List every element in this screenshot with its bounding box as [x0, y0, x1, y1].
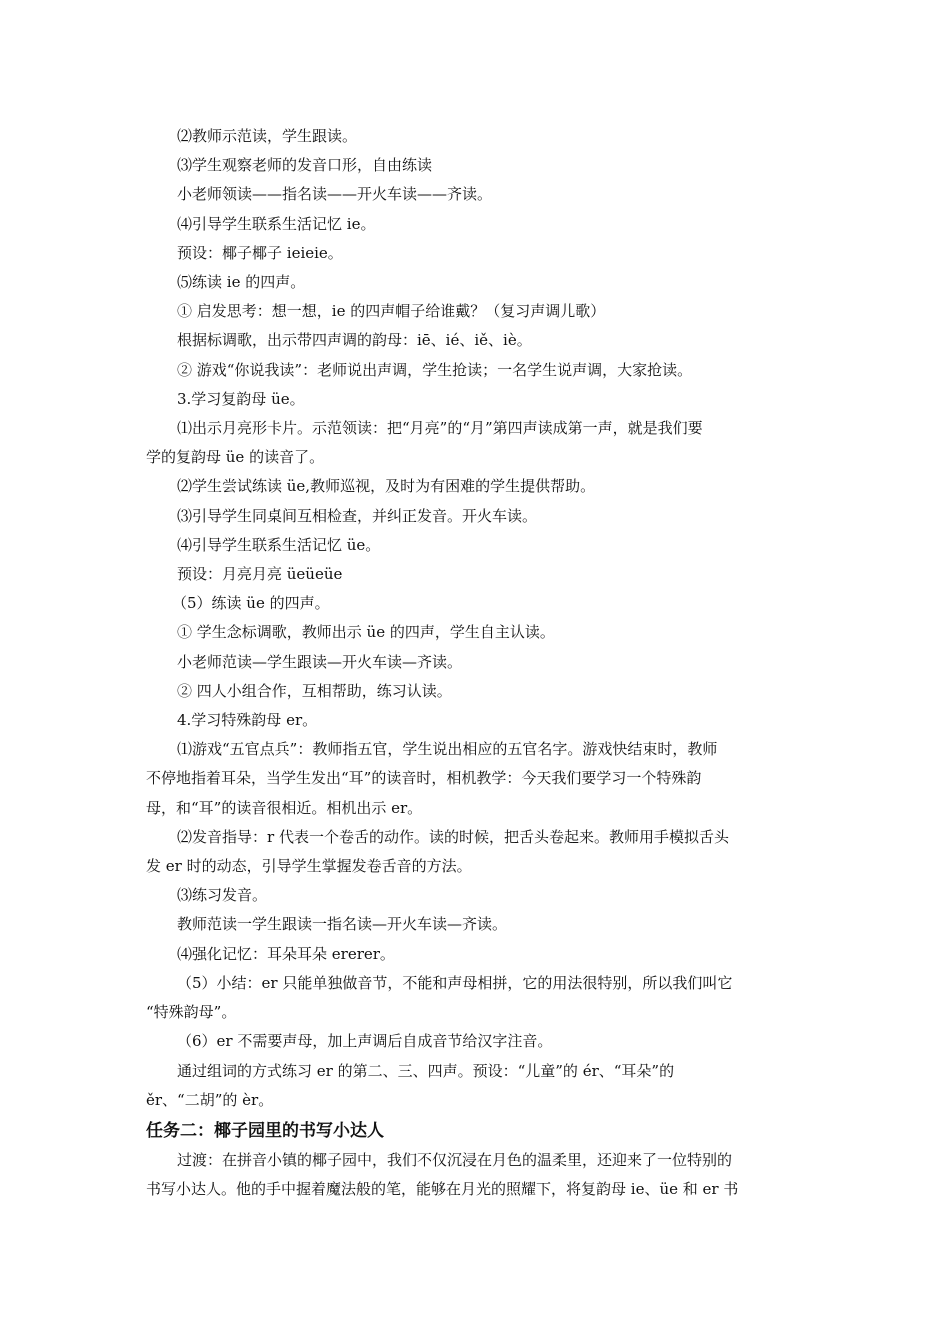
paragraph-line: 不停地指着耳朵，当学生发出“耳”的读音时，相机教学：今天我们要学习一个特殊韵	[146, 769, 702, 788]
paragraph-line: 4.学习特殊韵母 er。	[177, 711, 318, 730]
paragraph-line: （5）练读 üe 的四声。	[172, 594, 330, 613]
paragraph-line: ⑷引导学生联系生活记忆 üe。	[177, 535, 381, 554]
paragraph-line: ② 游戏“你说我读”：老师说出声调，学生抢读；一名学生说声调，大家抢读。	[177, 360, 693, 379]
paragraph-line: 过渡：在拼音小镇的椰子园中，我们不仅沉浸在月色的温柔里，还迎来了一位特别的	[177, 1150, 733, 1169]
paragraph-line: ⑶引导学生同桌间互相检查，并纠正发音。开火车读。	[177, 506, 538, 525]
paragraph-line: ⑷引导学生联系生活记忆 ie。	[177, 214, 376, 233]
paragraph-line: 小老师范读—学生跟读—开火车读—齐读。	[177, 652, 463, 671]
paragraph-line: 学的复韵母 üe 的读音了。	[146, 448, 325, 467]
paragraph-line: ② 四人小组合作，互相帮助，练习认读。	[177, 681, 452, 700]
paragraph-line: 3.学习复韵母 üe。	[177, 389, 305, 408]
paragraph-line: （6）er 不需要声母，加上声调后自成音节给汉字注音。	[177, 1032, 553, 1051]
paragraph-line: 预设：椰子椰子 ieieie。	[177, 243, 343, 262]
paragraph-line: （5）小结：er 只能单独做音节，不能和声母相拼，它的用法很特别，所以我们叫它	[177, 973, 733, 992]
paragraph-line: 通过组词的方式练习 er 的第二、三、四声。预设：“儿童”的 ér、“耳朵”的	[177, 1061, 675, 1080]
paragraph-line: ⑶学生观察老师的发音口形，自由练读	[177, 156, 433, 175]
paragraph-line: 小老师领读——指名读——开火车读——齐读。	[177, 185, 493, 204]
paragraph-line: 教师范读一学生跟读一指名读—开火车读—齐读。	[177, 915, 508, 934]
paragraph-line: ⑸练读 ie 的四声。	[177, 273, 306, 292]
paragraph-line: ⑴游戏“五官点兵”：教师指五官，学生说出相应的五官名字。游戏快结束时，教师	[177, 740, 718, 759]
paragraph-line: ⑶练习发音。	[177, 886, 268, 905]
paragraph-line: 根据标调歌，出示带四声调的韵母：iē、ié、iě、iè。	[177, 331, 532, 350]
paragraph-line: ① 启发思考：想一想，ie 的四声帽子给谁戴？（复习声调儿歌）	[177, 302, 606, 321]
paragraph-line: 母，和“耳”的读音很相近。相机出示 er。	[146, 798, 423, 817]
paragraph-line: ① 学生念标调歌，教师出示 üe 的四声，学生自主认读。	[177, 623, 555, 642]
paragraph-line: 预设：月亮月亮 üeüeüe	[177, 565, 343, 584]
paragraph-line: “特殊韵母”。	[146, 1003, 237, 1022]
paragraph-line: 书写小达人。他的手中握着魔法般的笔，能够在月光的照耀下，将复韵母 ie、üe 和 er 书	[146, 1180, 739, 1199]
paragraph-line: ⑵学生尝试练读 üe,教师巡视，及时为有困难的学生提供帮助。	[177, 477, 596, 496]
paragraph-line: ⑵发音指导：r 代表一个卷舌的动作。读的时候，把舌头卷起来。教师用手模拟舌头	[177, 827, 729, 846]
paragraph-line: ⑷强化记忆：耳朵耳朵 ererer。	[177, 944, 395, 963]
section-heading: 任务二：椰子园里的书写小达人	[146, 1120, 384, 1141]
paragraph-line: ⑵教师示范读，学生跟读。	[177, 127, 358, 145]
paragraph-line: 发 er 时的动态，引导学生掌握发卷舌音的方法。	[146, 857, 472, 876]
paragraph-line: ěr、“二胡”的 èr。	[146, 1090, 274, 1109]
document-body	[146, 122, 808, 1204]
paragraph-line: ⑴出示月亮形卡片。示范领读：把“月亮”的“月”第四声读成第一声，就是我们要	[177, 419, 703, 438]
